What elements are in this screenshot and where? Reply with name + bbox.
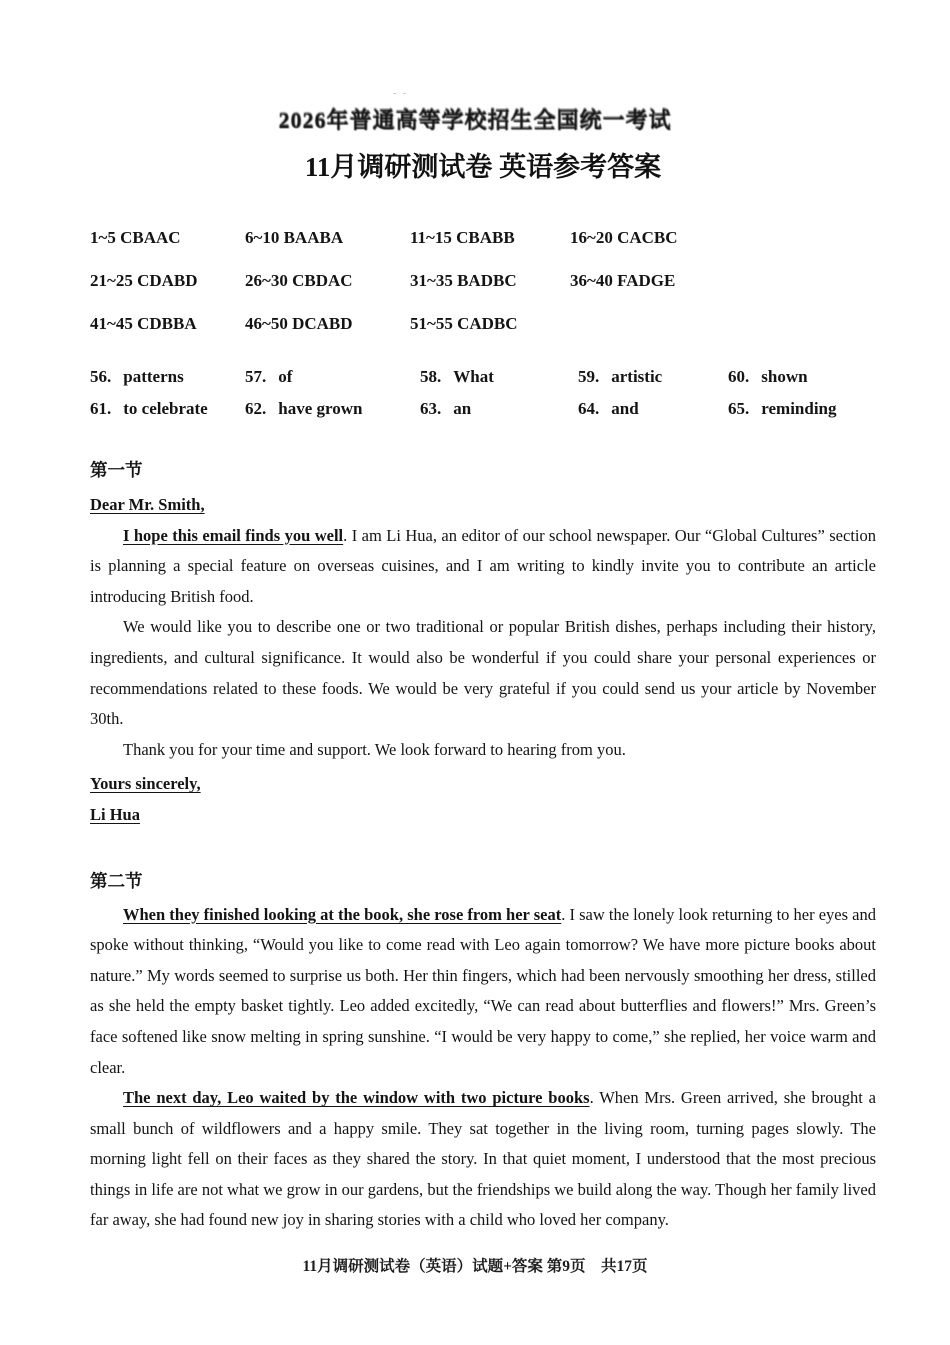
answer-range-36-40: 36~40 FADGE (570, 271, 676, 290)
paper-subtitle: 11月调研测试卷 英语参考答案 (304, 152, 662, 182)
answer-57 (245, 365, 420, 389)
story-paragraph-2 (90, 1083, 876, 1236)
email-signature (90, 800, 876, 831)
fill-answer-row (90, 365, 876, 389)
paragraph-text: . When Mrs. Green arrived, she brought a small bunch of wildflowers and a happy smile. They sat together in the living room, turning pages slowly. The morning light fell on their faces as they shared the story. In that quiet moment, I understood that the most precious things in life are not what we grow in our gardens, but the friendships we build along the way. Though her family lived far away, she had found new joy in sharing stories with a child who loved her company. (90, 1088, 876, 1230)
story-paragraph-1 (90, 900, 876, 1084)
underlined-lead-sentence: I hope this email finds you well (123, 525, 344, 545)
answer-number: 57. (245, 367, 267, 386)
answer-text: artistic (611, 367, 663, 386)
email-paragraph-2: We would like you to describe one or two traditional or popular British dishes, perhaps including their history, ingredients, and cultural significance. It would also be wonderful if you could share your personal experiences or recommendations related to these foods. We would be very grateful if you could send us your article by November 30th. (90, 617, 876, 729)
answer-56 (90, 365, 245, 389)
answer-number: 58. (420, 367, 442, 386)
salutation-text: Dear Mr. Smith, (90, 495, 205, 514)
footer-page-info: 11月调研测试卷（英语）试题+答案 第9页 共17页 (302, 1258, 648, 1275)
answer-range-16-20: 16~20 CACBC (570, 228, 678, 247)
underlined-lead-sentence: When they finished looking at the book, she rose from her seat (123, 904, 562, 924)
choice-answer-row (90, 269, 876, 293)
underlined-lead-sentence: The next day, Leo waited by the window with two picture books (123, 1088, 590, 1108)
answer-number: 56. (90, 367, 112, 386)
answer-text: and (611, 399, 639, 418)
answer-range-51-55: 51~55 CADBC (410, 314, 518, 333)
choice-answer-row (90, 312, 876, 336)
email-paragraph-3: Thank you for your time and support. We look forward to hearing from you. (123, 739, 626, 759)
model-essay-email (90, 490, 876, 831)
answer-text: What (453, 367, 494, 386)
answer-number: 65. (728, 399, 750, 418)
answer-text: patterns (123, 367, 184, 386)
answer-60 (728, 365, 876, 389)
fill-answer-key (90, 365, 876, 421)
answer-58 (420, 365, 578, 389)
scan-artifact: - - (393, 88, 409, 99)
answer-63 (420, 397, 578, 421)
answer-range-41-45: 41~45 CDBBA (90, 314, 197, 333)
email-closing (90, 769, 876, 800)
answer-range-1-5: 1~5 CBAAC (90, 228, 181, 247)
answer-number: 63. (420, 399, 442, 418)
closing-text: Yours sincerely, (90, 774, 201, 794)
answer-number: 64. (578, 399, 600, 418)
answer-61 (90, 397, 245, 421)
answer-number: 62. (245, 399, 267, 418)
answer-text: reminding (761, 399, 837, 418)
answer-text: of (278, 367, 293, 386)
choice-answer-key (90, 226, 876, 336)
answer-range-empty (570, 312, 876, 336)
answer-number: 60. (728, 367, 750, 386)
answer-65 (728, 397, 876, 421)
signature-text: Li Hua (90, 804, 140, 824)
answer-text: have grown (278, 399, 363, 418)
exam-title: 2026年普通高等学校招生全国统一考试 (278, 108, 672, 133)
answer-text: shown (761, 367, 808, 386)
paragraph-text: . I saw the lonely look returning to her eyes and spoke without thinking, “Would you like to come read with Leo again tomorrow? We have more picture books about nature.” My words seemed to surprise us both. Her thin fingers, which had been nervously smoothing her dress, stilled as she held the empty basket tightly. Leo added excitedly, “We can read about butterflies and flowers!” Mrs. Green’s face softened like snow melting in spring sunshine. “I would be very happy to come,” she replied, her voice warm and clear. (90, 904, 876, 1077)
answer-range-6-10: 6~10 BAABA (245, 228, 344, 247)
answer-range-11-15: 11~15 CBABB (410, 228, 515, 247)
email-signature-block (90, 769, 876, 830)
answer-62 (245, 397, 420, 421)
answer-range-31-35: 31~35 BADBC (410, 271, 517, 290)
answer-range-26-30: 26~30 CBDAC (245, 271, 353, 290)
answer-number: 61. (90, 399, 112, 418)
section2-heading: 第二节 (90, 871, 143, 892)
answer-range-46-50: 46~50 DCABD (245, 314, 353, 333)
email-paragraph-1 (90, 521, 876, 613)
section1-heading: 第一节 (90, 461, 143, 481)
fill-answer-row (90, 397, 876, 421)
email-salutation (90, 490, 876, 521)
answer-64 (578, 397, 728, 421)
answer-range-21-25: 21~25 CDABD (90, 271, 198, 290)
answer-59 (578, 365, 728, 389)
answer-number: 59. (578, 367, 600, 386)
model-essay-continuation (90, 900, 876, 1237)
choice-answer-row (90, 226, 876, 250)
answer-text: to celebrate (123, 399, 208, 418)
paragraph-text: . I am Li Hua, an editor of our school newspaper. Our “Global Cultures” section is planning a special feature on overseas cuisines, and I am writing to kindly invite you to contribute an article introducing British food. (90, 525, 876, 606)
answer-text: an (453, 399, 472, 418)
